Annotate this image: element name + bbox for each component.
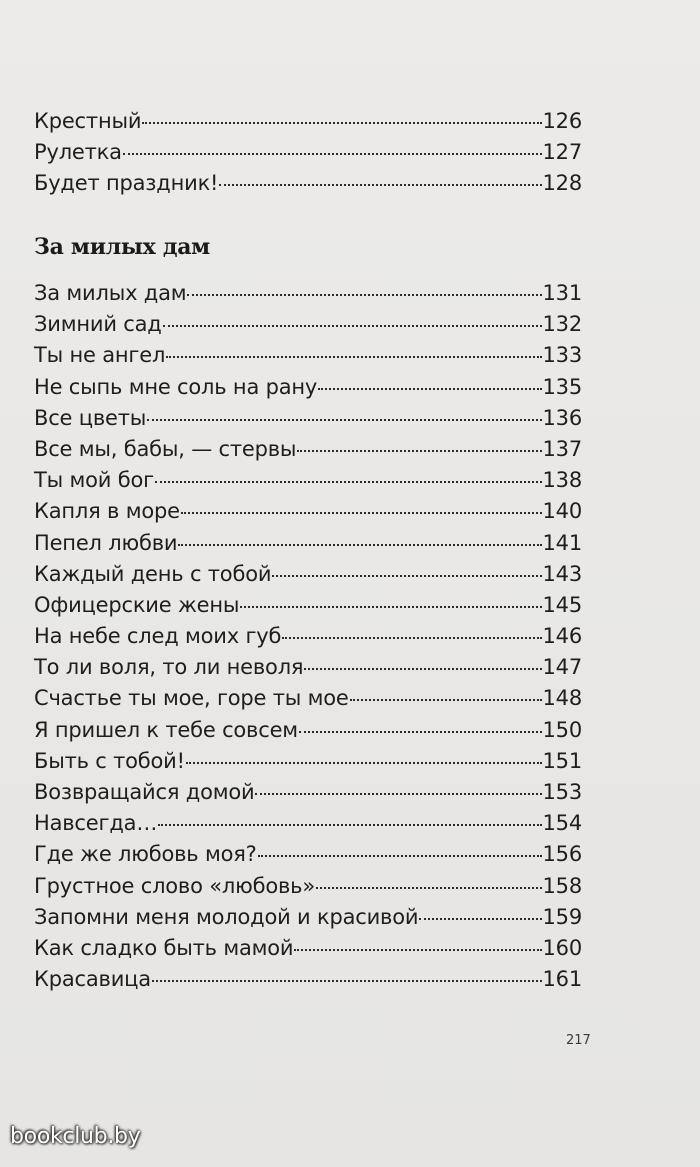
toc-entry-page: 146 <box>542 624 582 649</box>
toc-entry <box>34 106 582 137</box>
dot-leader <box>187 293 541 296</box>
toc-section-entries <box>34 278 582 995</box>
toc-entry <box>34 652 582 683</box>
toc-entry-page: 148 <box>542 686 582 711</box>
toc-entry-page: 151 <box>542 748 582 773</box>
dot-leader <box>155 480 542 483</box>
toc-entry-title: На небе след моих губ <box>34 624 282 649</box>
toc-entry-title: Капля в море <box>34 499 180 524</box>
toc-entry-title: Как сладко быть мамой <box>34 935 294 960</box>
section-heading: За милых дам <box>34 234 210 260</box>
toc-entry-page: 147 <box>542 655 582 680</box>
dot-leader <box>294 948 541 951</box>
toc-entry-title: Зимний сад <box>34 312 162 337</box>
toc-entry <box>34 528 582 559</box>
toc-entry-title: Крестный <box>34 109 142 133</box>
dot-leader <box>152 979 542 982</box>
toc-entry <box>34 403 582 434</box>
dot-leader <box>316 886 542 889</box>
toc-entry-title: Пепел любви <box>34 530 178 555</box>
toc-entry <box>34 871 582 902</box>
toc-entry <box>34 496 582 527</box>
toc-entry <box>34 839 582 870</box>
toc-entry-title: Все цветы <box>34 405 147 430</box>
dot-leader <box>282 636 541 639</box>
toc-entry-page: 131 <box>542 281 582 305</box>
toc-entry-page: 161 <box>542 967 582 992</box>
dot-leader <box>419 917 541 920</box>
toc-entry-title: Будет праздник! <box>34 171 219 196</box>
dot-leader <box>304 667 541 670</box>
toc-entry-page: 154 <box>542 811 582 836</box>
toc-entry-page: 145 <box>542 592 582 617</box>
toc-entry <box>34 590 582 621</box>
page-number: 217 <box>566 1033 591 1048</box>
dot-leader <box>181 511 542 514</box>
dot-leader <box>318 387 541 390</box>
toc-entry <box>34 340 582 371</box>
toc-entry <box>34 777 582 808</box>
toc-entry-page: 136 <box>542 405 582 430</box>
toc-entry <box>34 434 582 465</box>
toc-entry-page: 128 <box>542 171 582 196</box>
toc-entry <box>34 309 582 340</box>
toc-entry-page: 135 <box>542 374 582 399</box>
toc-entry-title: Офицерские жены <box>34 592 240 617</box>
dot-leader <box>272 574 541 577</box>
toc-entry-page: 126 <box>542 109 582 133</box>
dot-leader <box>163 324 542 327</box>
toc-entry <box>34 137 582 168</box>
toc-entry-title: Все мы, бабы, — стервы <box>34 436 297 461</box>
toc-entry-title: Ты не ангел <box>34 343 166 368</box>
toc-entry-page: 156 <box>542 842 582 867</box>
toc-entry-title: Не сыпь мне соль на рану <box>34 374 318 399</box>
toc-entry-title: За милых дам <box>34 281 187 305</box>
toc-entry <box>34 621 582 652</box>
toc-entry-title: Грустное слово «любовь» <box>34 873 315 898</box>
toc-entry <box>34 933 582 964</box>
dot-leader <box>178 543 541 546</box>
toc-entry-page: 153 <box>542 780 582 804</box>
toc-entry <box>34 964 582 995</box>
dot-leader <box>142 121 541 124</box>
toc-entry-page: 140 <box>542 499 582 524</box>
toc-entry-title: Каждый день с тобой <box>34 561 272 586</box>
dot-leader <box>158 823 541 826</box>
dot-leader <box>297 449 541 452</box>
toc-entry-page: 132 <box>542 312 582 337</box>
toc-entry-title: Счастье ты мое, горе ты мое <box>34 686 349 711</box>
toc-entry-page: 160 <box>542 935 582 960</box>
dot-leader <box>186 761 542 764</box>
toc-top-entries <box>34 106 582 200</box>
toc-entry-title: Быть с тобой! <box>34 748 185 773</box>
dot-leader <box>123 152 542 155</box>
dot-leader <box>240 605 541 608</box>
dot-leader <box>258 854 542 857</box>
dot-leader <box>299 730 542 733</box>
toc-entry-page: 127 <box>542 140 582 165</box>
toc-entry-title: То ли воля, то ли неволя <box>34 655 304 680</box>
toc-entry <box>34 746 582 777</box>
dot-leader <box>350 698 542 701</box>
toc-entry-title: Я пришел к тебе совсем <box>34 717 298 742</box>
toc-entry <box>34 808 582 839</box>
toc-entry <box>34 278 582 309</box>
toc-entry-page: 138 <box>542 468 582 493</box>
toc-entry-page: 141 <box>542 530 582 555</box>
toc-entry-page: 150 <box>542 717 582 742</box>
toc-entry-page: 159 <box>542 904 582 929</box>
toc-entry-page: 137 <box>542 436 582 461</box>
toc-entry <box>34 715 582 746</box>
dot-leader <box>219 183 541 186</box>
watermark-label: bookclub.by <box>10 1124 141 1149</box>
dot-leader <box>147 418 541 421</box>
toc-entry-title: Рулетка <box>34 140 122 165</box>
toc-entry-title: Возвращайся домой <box>34 780 255 804</box>
toc-entry-page: 143 <box>542 561 582 586</box>
toc-entry <box>34 465 582 496</box>
toc-entry <box>34 559 582 590</box>
toc-entry <box>34 683 582 714</box>
toc-entry-title: Запомни меня молодой и красивой <box>34 904 419 929</box>
toc-entry <box>34 168 582 199</box>
toc-entry-page: 158 <box>542 873 582 898</box>
dot-leader <box>255 792 541 795</box>
toc-entry-title: Навсегда… <box>34 811 158 836</box>
toc-entry-page: 133 <box>542 343 582 368</box>
toc-entry <box>34 902 582 933</box>
toc-entry-title: Красавица <box>34 967 151 992</box>
dot-leader <box>166 355 541 358</box>
toc-entry-title: Ты мой бог <box>34 468 154 493</box>
toc-entry-title: Где же любовь моя? <box>34 842 257 867</box>
toc-entry <box>34 372 582 403</box>
